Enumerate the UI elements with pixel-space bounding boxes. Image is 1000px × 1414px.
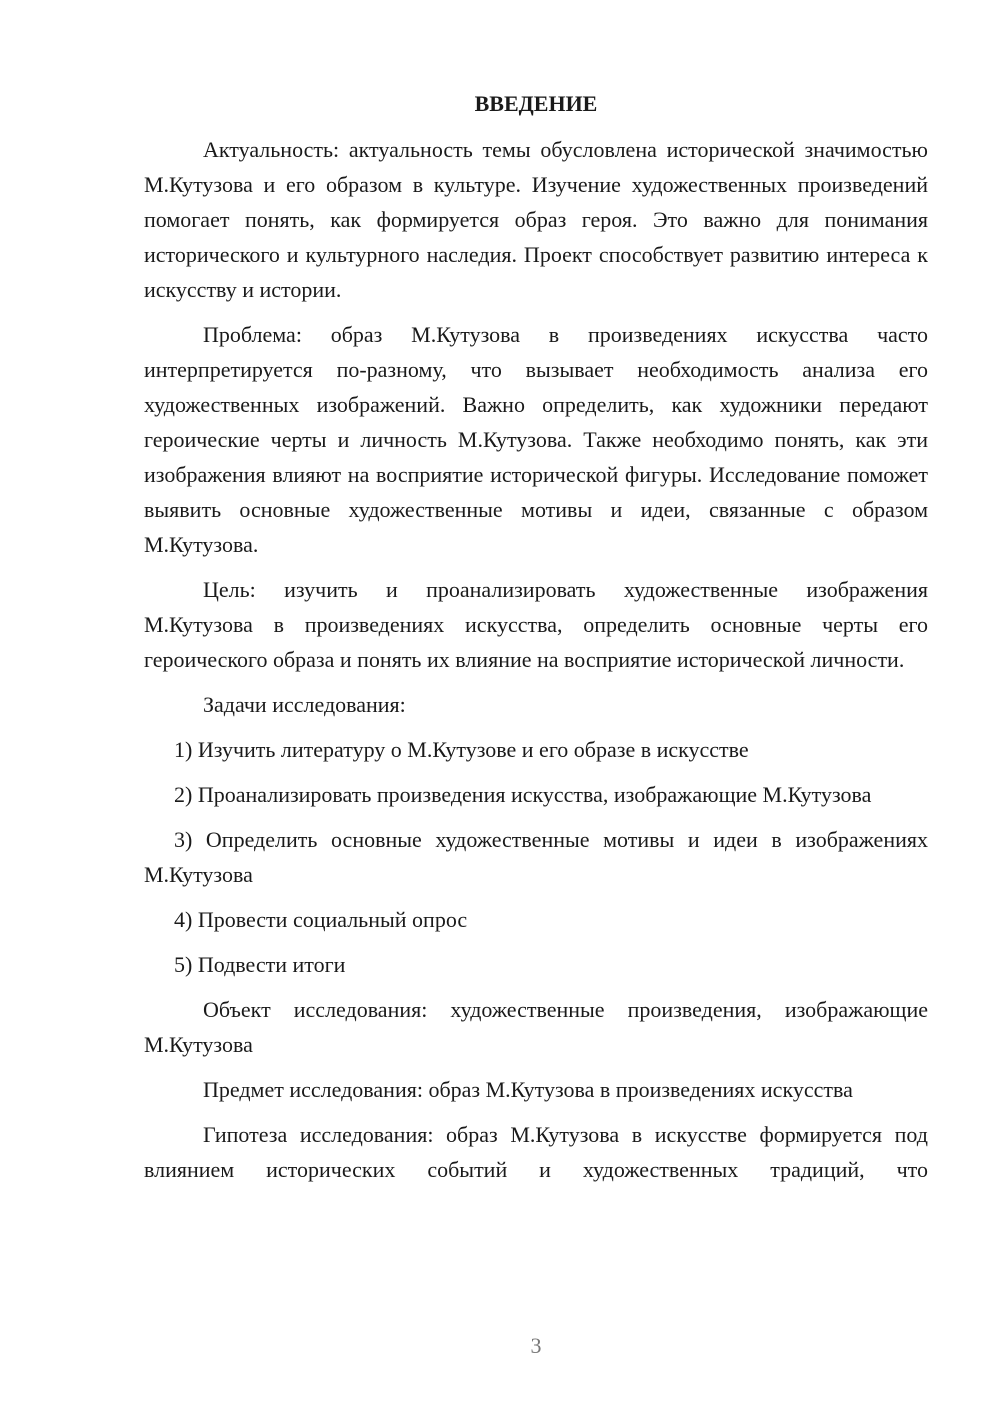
relevance-paragraph: Актуальность: актуальность темы обусловлена исторической значимостью М.Кутузова и его образом в культуре. Изучение художественных произведений помогает понять, как формируется образ героя. Это важно для понимания исторического и культурного наследия. Проект способствует развитию интереса к искусству и истории. <box>144 137 928 302</box>
problem-paragraph: Проблема: образ М.Кутузова в произведениях искусства часто интерпретируется по-разному, что вызывает необходимость анализа его художественных изображений. Важно определить, как художники передают героические черты и личность М.Кутузова. Также необходимо понять, как эти изображения влияют на восприятие исторической фигуры. Исследование поможет выявить основные художественные мотивы и идеи, связанные с образом М.Кутузова. <box>144 322 928 557</box>
task-item-4: 4) Провести социальный опрос <box>174 907 468 932</box>
hypothesis-paragraph: Гипотеза исследования: образ М.Кутузова в искусстве формируется под влиянием исторических событий и художественных традиций, что <box>144 1122 928 1182</box>
task-item-3: 3) Определить основные художественные мотивы и идеи в изображениях М.Кутузова <box>144 827 928 887</box>
task-item-1: 1) Изучить литературу о М.Кутузове и его образе в искусстве <box>174 737 749 762</box>
object-paragraph: Объект исследования: художественные произведения, изображающие М.Кутузова <box>144 997 928 1057</box>
task-item-5: 5) Подвести итоги <box>174 952 346 977</box>
section-title: ВВЕДЕНИЕ <box>474 91 598 116</box>
goal-paragraph: Цель: изучить и проанализировать художественные изображения М.Кутузова в произведениях искусства, определить основные черты его героического образа и понять их влияние на восприятие исторической личности. <box>144 577 928 672</box>
page-number: 3 <box>530 1333 542 1358</box>
task-item-2: 2) Проанализировать произведения искусства, изображающие М.Кутузова <box>174 782 872 807</box>
tasks-heading: Задачи исследования: <box>203 692 406 717</box>
subject-paragraph: Предмет исследования: образ М.Кутузова в произведениях искусства <box>203 1077 853 1102</box>
document-page <box>144 90 928 1187</box>
